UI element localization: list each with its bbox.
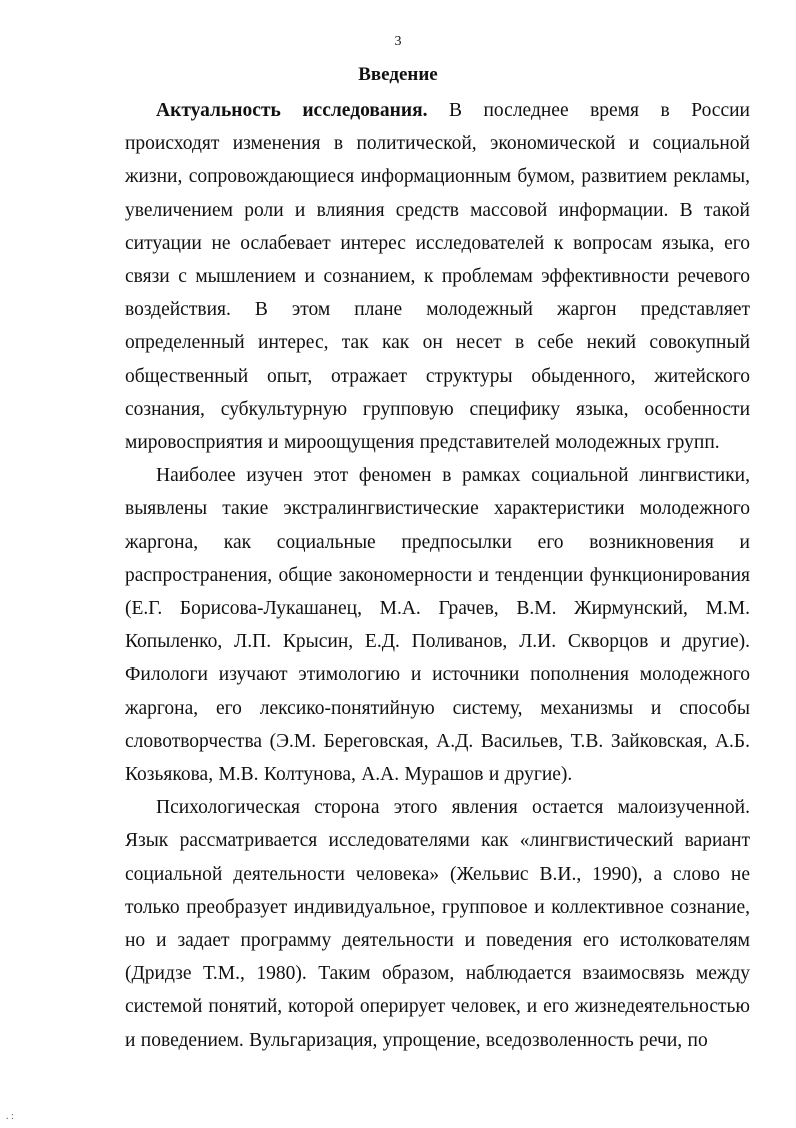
scan-mark: . :	[6, 1111, 14, 1122]
body-text	[125, 94, 750, 1057]
paragraph-relevance	[125, 94, 750, 459]
paragraph-lead: Актуальность исследования.	[156, 100, 428, 121]
paragraph-psychology: Психологическая сторона этого явления остается малоизученной. Язык рассматривается исследователями как «лингвистический вариант социальной деятельности человека» (Жельвис В.И., 1990), а слово не только преобразует индивидуальное, групповое и коллективное сознание, но и задает программу деятельности и поведения его истолкователям (Дридзе Т.М., 1980). Таким образом, наблюдается взаимосвязь между системой понятий, которой оперирует человек, и его жизнедеятельностью и поведением. Вульгаризация, упрощение, вседозволенность речи, по	[125, 797, 750, 1051]
paragraph-sociolinguistics: Наиболее изучен этот феномен в рамках социальной лингвистики, выявлены такие экстралингвистические характеристики молодежного жаргона, как социальные предпосылки его возникновения и распространения, общие закономерности и тенденции функционирования (Е.Г. Борисова-Лукашанец, М.А. Грачев, В.М. Жирмунский, М.М. Копыленко, Л.П. Крысин, Е.Д. Поливанов, Л.И. Скворцов и другие). Филологи изучают этимологию и источники пополнения молодежного жаргона, его лексико-понятийную систему, механизмы и способы словотворчества (Э.М. Береговская, А.Д. Васильев, Т.В. Зайковская, А.Б. Козьякова, М.В. Колтунова, А.А. Мурашов и другие).	[125, 465, 750, 786]
page-number: 3	[394, 34, 402, 49]
section-title: Введение	[358, 64, 438, 85]
paragraph-text: В последнее время в России происходят изменения в политической, экономической и социальной жизни, сопровождающиеся информационным бумом, развитием рекламы, увеличением роли и влияния средств массовой информации. В такой ситуации не ослабевает интерес исследователей к вопросам языка, его связи с мышлением и сознанием, к проблемам эффективности речевого воздействия. В этом плане молодежный жаргон представляет определенный интерес, так как он несет в себе некий совокупный общественный опыт, отражает структуры обыденного, житейского сознания, субкультурную групповую специфику языка, особенности мировосприятия и мироощущения представителей молодежных групп.	[125, 100, 750, 454]
